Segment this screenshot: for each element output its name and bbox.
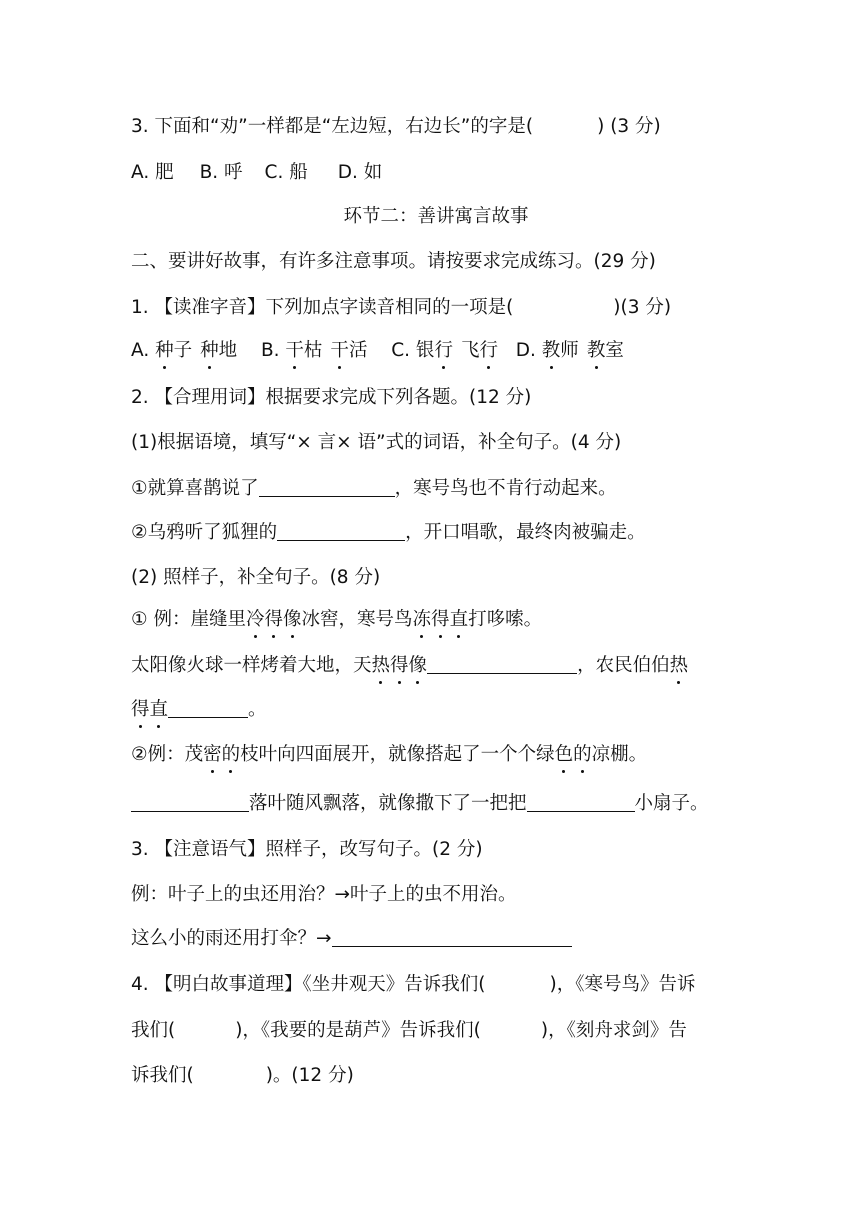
part-1-tag: 【读准字音】 <box>154 297 266 318</box>
part-4-line-2 <box>131 1018 732 1044</box>
text: 小扇子。 <box>634 793 709 814</box>
dotted-char: 种 <box>200 338 219 364</box>
dotted-char: 得 <box>390 653 409 679</box>
sentence-text: ，开口唱歌，最终肉被骗走。 <box>405 522 646 543</box>
dotted-char: 像 <box>409 653 428 679</box>
dotted-char: 热 <box>670 653 689 679</box>
option-d-label: D. <box>515 340 542 361</box>
text: )，《刻舟求剑》告 <box>540 1020 687 1041</box>
fill-sentence-1 <box>131 653 732 679</box>
part-1-stem <box>131 295 732 321</box>
part-1-number: 1. <box>131 297 155 318</box>
dotted-char: 得 <box>131 697 150 723</box>
text: 凉棚。 <box>591 744 648 765</box>
fill-blank[interactable] <box>168 697 248 718</box>
char: 室 <box>605 340 624 361</box>
sentence-text: ①就算喜鹊说了 <box>131 478 259 499</box>
part-4-line-3 <box>131 1063 732 1089</box>
dotted-char: 种 <box>155 338 174 364</box>
dotted-char: 的 <box>573 742 592 768</box>
text: 。 <box>248 699 267 720</box>
fill-sentence-2 <box>131 791 732 817</box>
text: )，《寒号鸟》告诉 <box>549 974 696 995</box>
dotted-char: 行 <box>434 338 453 364</box>
text: ，农民伯伯 <box>577 655 670 676</box>
fill-sentence-1-cont <box>131 697 732 723</box>
question-3-options <box>131 160 732 186</box>
part-1-text: 下列加点字读音相同的一项是( <box>265 297 514 318</box>
part-3-task <box>131 926 732 952</box>
fill-blank[interactable] <box>332 926 572 947</box>
dotted-char: 得 <box>264 607 283 633</box>
dotted-char: 教 <box>587 338 606 364</box>
part-2-sub-1: (1)根据语境，填写“× 言× 语”式的词语，补全句子。(4 分) <box>131 432 622 453</box>
char: 地 <box>218 340 238 361</box>
section-heading: 环节二：善讲寓言故事 <box>343 206 529 227</box>
sentence-1 <box>131 476 732 502</box>
text: 这么小的雨还用打伞？→ <box>131 928 332 949</box>
char: 活 <box>348 340 368 361</box>
text: )，《我要的是葫芦》告诉我们( <box>235 1020 481 1041</box>
text: 冰窖，寒号鸟 <box>301 609 413 630</box>
question-3-stem <box>131 114 732 140</box>
char: 枯 <box>303 340 323 361</box>
part-2-title: 2. 【合理用词】根据要求完成下列各题。(12 分) <box>131 387 532 408</box>
option-c: C. 船 <box>264 162 308 183</box>
text: ① 例：崖缝里 <box>131 609 246 630</box>
fill-blank[interactable] <box>259 476 395 497</box>
text: ②例：茂 <box>131 744 204 765</box>
dotted-char: 冻 <box>413 607 432 633</box>
sentence-text: ，寒号鸟也不肯行动起来。 <box>394 478 617 499</box>
option-c-label: C. <box>391 340 416 361</box>
dotted-char: 教 <box>542 338 561 364</box>
dotted-char: 直 <box>450 607 469 633</box>
text: 4. 【明白故事道理】《坐井观天》告诉我们( <box>131 974 486 995</box>
sentence-2 <box>131 520 732 546</box>
text: 诉我们( <box>131 1065 194 1086</box>
part-2-sub-2: (2) 照样子，补全句子。(8 分) <box>131 567 381 588</box>
fill-blank[interactable] <box>131 791 249 812</box>
question-3-score: ) (3 分) <box>597 116 661 137</box>
example-2 <box>131 742 732 768</box>
char: 银 <box>415 340 435 361</box>
text: 打哆嗦。 <box>468 609 543 630</box>
dotted-char: 直 <box>150 697 169 723</box>
part-4-line-1 <box>131 972 732 998</box>
example-1 <box>131 607 732 633</box>
dotted-char: 密 <box>203 742 222 768</box>
dotted-char: 色 <box>555 742 574 768</box>
part-1-options <box>131 338 732 364</box>
question-3-text: 3. 下面和“劝”一样都是“左边短，右边长”的字是( <box>131 116 534 137</box>
char: 飞 <box>460 340 480 361</box>
dotted-char: 的 <box>222 742 241 768</box>
option-b: B. 呼 <box>199 162 243 183</box>
dotted-char: 像 <box>283 607 302 633</box>
dotted-char: 热 <box>372 653 391 679</box>
sentence-text: ②乌鸦听了狐狸的 <box>131 522 278 543</box>
char: 师 <box>560 340 579 361</box>
text: 太阳像火球一样烤着大地，天 <box>131 655 372 676</box>
section-intro: 二、要讲好故事，有许多注意事项。请按要求完成练习。(29 分) <box>131 251 656 272</box>
option-d: D. 如 <box>337 162 383 183</box>
part-3-title: 3. 【注意语气】照样子，改写句子。(2 分) <box>131 839 483 860</box>
dotted-char: 得 <box>431 607 450 633</box>
text: 枝叶向四面展开，就像搭起了一个个绿 <box>240 744 555 765</box>
fill-blank[interactable] <box>427 653 577 674</box>
dotted-char: 行 <box>479 338 498 364</box>
option-a: A. 肥 <box>131 162 174 183</box>
text: )。(12 分) <box>265 1065 354 1086</box>
option-a-label: A. <box>131 340 156 361</box>
dotted-char: 干 <box>330 338 349 364</box>
dotted-char: 干 <box>285 338 304 364</box>
dotted-char: 冷 <box>246 607 265 633</box>
fill-blank[interactable] <box>527 791 635 812</box>
text: 落叶随风飘落，就像撒下了一把把 <box>249 793 527 814</box>
text: 我们( <box>131 1020 176 1041</box>
option-b-label: B. <box>260 340 286 361</box>
part-3-example: 例：叶子上的虫还用治？→叶子上的虫不用治。 <box>131 884 517 905</box>
part-1-score: )(3 分) <box>613 297 672 318</box>
fill-blank[interactable] <box>277 520 405 541</box>
char: 子 <box>173 340 193 361</box>
